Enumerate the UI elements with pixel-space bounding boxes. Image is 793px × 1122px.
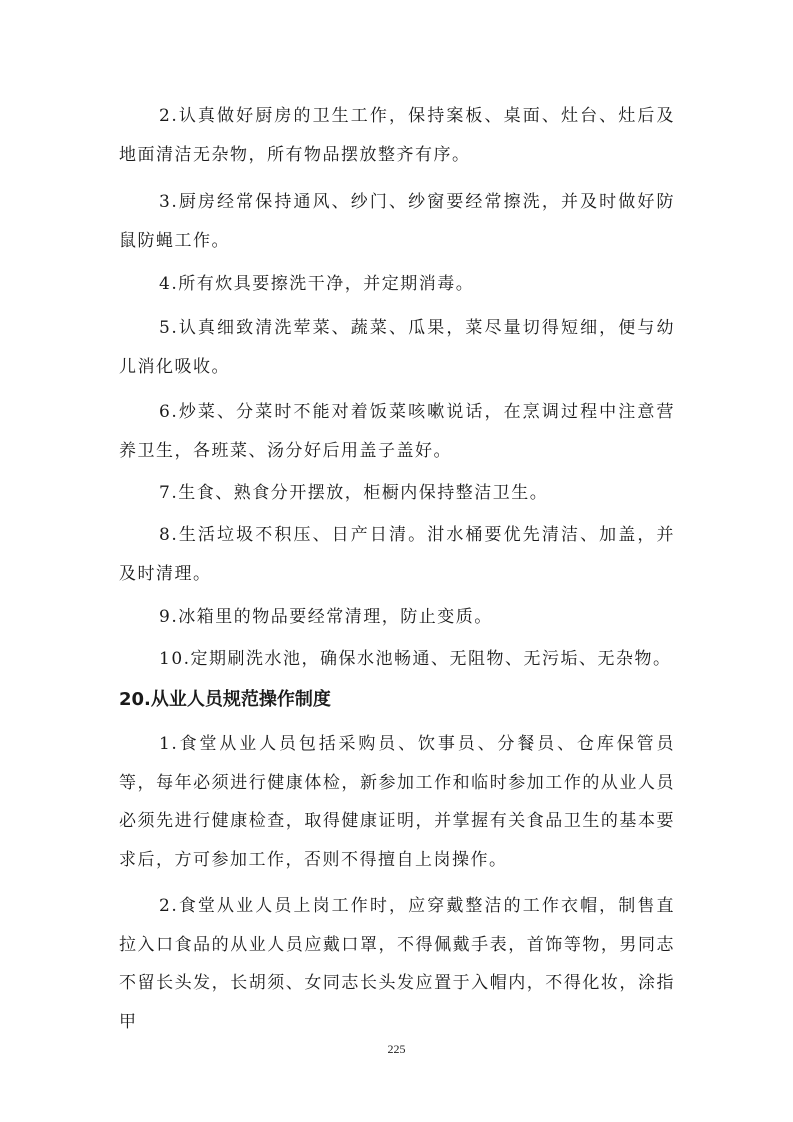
paragraph: [119, 97, 675, 174]
paragraph: [119, 393, 675, 470]
paragraph-text: 2.认真做好厨房的卫生工作，保持案板、桌面、灶台、灶后及地面清洁无杂物，所有物品摆放整齐有序。: [119, 106, 675, 165]
paragraph-text: 8.生活垃圾不积压、日产日清。泔水桶要优先清洁、加盖，并及时清理。: [119, 525, 675, 584]
paragraph: [119, 516, 675, 593]
paragraph: [119, 725, 675, 879]
paragraph-text: 7.生食、熟食分开摆放，柜橱内保持整洁卫生。: [159, 483, 549, 503]
paragraph-text: 3.厨房经常保持通风、纱门、纱窗要经常擦洗，并及时做好防鼠防蝇工作。: [119, 192, 675, 251]
paragraph-text: 9.冰箱里的物品要经常清理，防止变质。: [159, 607, 493, 627]
page-number: 225: [387, 1042, 406, 1056]
paragraph: [119, 309, 675, 386]
paragraph-text: 6.炒菜、分菜时不能对着饭菜咳嗽说话，在烹调过程中注意营养卫生，各班菜、汤分好后用盖子盖好。: [119, 402, 675, 461]
paragraph: [119, 640, 675, 679]
paragraph: [119, 183, 675, 260]
paragraph: [119, 887, 675, 1041]
paragraph: [119, 598, 675, 637]
paragraph-text: 5.认真细致清洗荤菜、蔬菜、瓜果，菜尽量切得短细，便与幼儿消化吸收。: [119, 318, 675, 377]
section-heading: 20.从业人员规范操作制度: [119, 689, 331, 710]
paragraph-text: 10.定期刷洗水池，确保水池畅通、无阻物、无污垢、无杂物。: [159, 649, 672, 669]
paragraph-text: 4.所有炊具要擦洗干净，并定期消毒。: [159, 274, 475, 294]
paragraph: [119, 474, 675, 513]
paragraph: [119, 265, 675, 304]
paragraph-text: 2.食堂从业人员上岗工作时，应穿戴整洁的工作衣帽，制售直拉入口食品的从业人员应戴口罩，不得佩戴手表，首饰等物，男同志不留长头发，长胡须、女同志长头发应置于入帽内，不得化妆，涂指甲: [119, 896, 675, 1032]
paragraph-text: 1.食堂从业人员包括采购员、饮事员、分餐员、仓库保管员等，每年必须进行健康体检，新参加工作和临时参加工作的从业人员必须先进行健康检查，取得健康证明，并掌握有关食品卫生的基本要求后，方可参加工作，否则不得擅自上岗操作。: [119, 734, 675, 870]
